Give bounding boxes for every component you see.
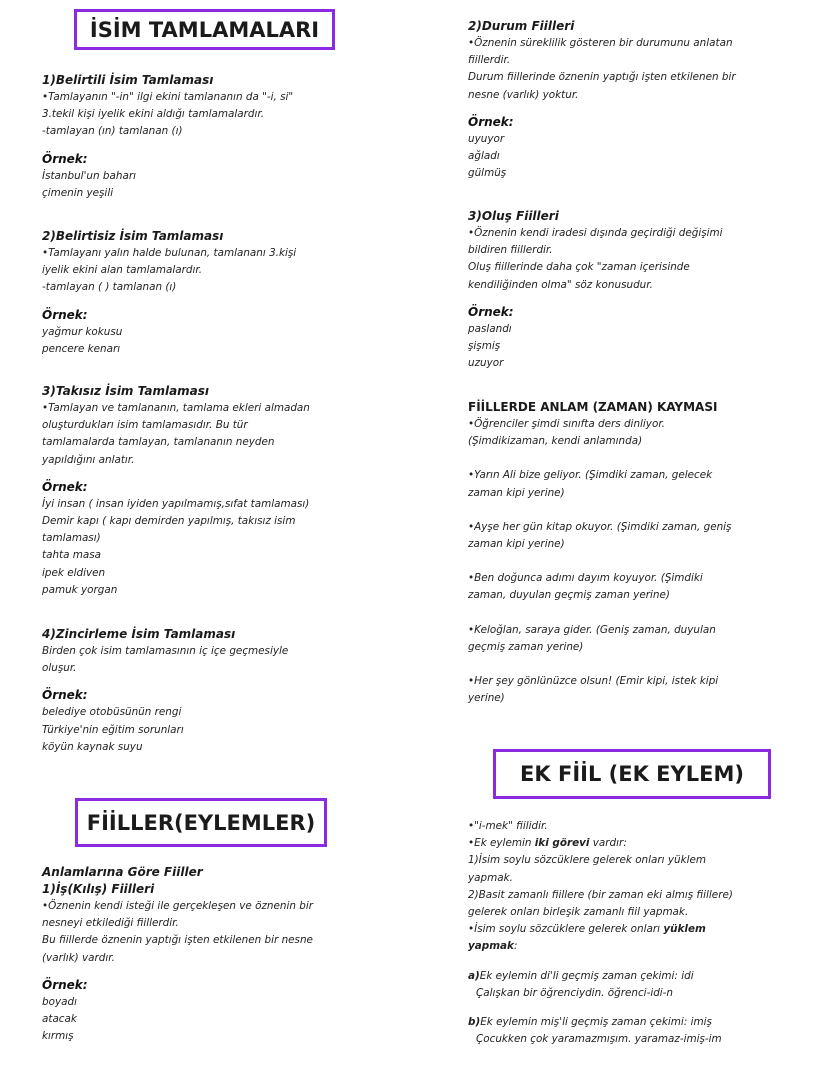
text-line: -tamlayan ( ) tamlanan (ı)	[42, 281, 177, 294]
example-item: ipek eldiven	[42, 566, 106, 579]
item-label: b)	[468, 1016, 481, 1029]
text-run: vardır:	[589, 837, 627, 850]
text-run: Ek eylemin di'li geçmiş zaman çekimi: idi	[479, 969, 694, 982]
section-body	[42, 643, 372, 677]
example-item: tahta masa	[42, 549, 102, 562]
text-line: nesne (varlık) yoktur.	[468, 88, 579, 101]
text-line: •Öğrenciler şimdi sınıfta ders dinliyor.	[468, 418, 665, 430]
text-line: •Tamlayanın "-in" ilgi ekini tamlananın da "-i, si"	[42, 91, 294, 103]
section-body	[468, 35, 808, 104]
example-list	[42, 168, 372, 202]
text-run: :	[513, 940, 518, 953]
example-label: Örnek:	[42, 307, 88, 322]
text-line: •Öznenin süreklilik gösteren bir durumunu anlatan	[468, 37, 733, 49]
text-line: oluşturdukları isim tamlamasıdır. Bu tür	[42, 419, 248, 432]
text-line: •Tamlayanı yalın halde bulunan, tamlananı 3.kişi	[42, 247, 297, 259]
section-anlam-kaymasi	[468, 399, 808, 707]
example-item: kırmış	[42, 1030, 74, 1043]
example-label: Örnek:	[468, 114, 514, 129]
text-line: oluşur.	[42, 662, 77, 675]
example-list	[468, 321, 808, 373]
section-durum-fiilleri	[468, 18, 808, 182]
text-line	[468, 1014, 808, 1031]
example-label: Örnek:	[42, 151, 88, 166]
text-line: zaman, duyulan geçmiş zaman yerine)	[468, 589, 670, 602]
text-line: nesneyi etkilediği fiillerdir.	[42, 917, 179, 930]
example-list	[42, 994, 372, 1046]
example-item: Çocukken çok yaramazmışım. yaramaz-imiş-im	[476, 1033, 722, 1046]
text-run: •İsim soylu sözcüklere gelerek onları	[468, 923, 664, 936]
conjugation-a	[468, 968, 808, 1002]
paragraph	[468, 519, 808, 553]
text-line: zaman kipi yerine)	[468, 486, 565, 499]
section-heading: 2)Durum Fiilleri	[468, 19, 575, 33]
paragraph	[468, 673, 808, 707]
text-line: 3.tekil kişi iyelik ekini aldığı tamlamalardır.	[42, 108, 265, 121]
example-item: Çalışkan bir öğrenciydin. öğrenci-idi-n	[476, 986, 674, 999]
example-item: belediye otobüsünün rengi	[42, 706, 182, 719]
example-item: ağladı	[468, 150, 500, 163]
section-heading: 2)Belirtisiz İsim Tamlaması	[42, 229, 224, 243]
text-line: zaman kipi yerine)	[468, 538, 565, 551]
example-item: köyün kaynak suyu	[42, 740, 143, 753]
example-item: uzuyor	[468, 357, 504, 370]
text-line	[468, 938, 808, 955]
example-item: pamuk yorgan	[42, 583, 118, 596]
example-item: uyuyor	[468, 132, 505, 145]
section-heading: 3)Oluş Fiilleri	[468, 209, 559, 223]
text-line: bildiren fiillerdir.	[468, 244, 553, 257]
text-line: Bu fiillerde öznenin yaptığı işten etkilenen bir nesne	[42, 934, 313, 947]
example-item: gülmüş	[468, 167, 507, 180]
title-ek-fiil: EK FİİL (EK EYLEM)	[493, 749, 771, 799]
text-line: •Her şey gönlünüzce olsun! (Emir kipi, istek kipi	[468, 675, 719, 688]
text-line: •Ben doğunca adımı dayım koyuyor. (Şimdiki	[468, 572, 703, 585]
conjugation-b	[468, 1014, 808, 1048]
section-body	[468, 818, 808, 956]
example-item: pencere kenarı	[42, 342, 121, 355]
example-item: atacak	[42, 1013, 77, 1026]
text-line: yapıldığını anlatır.	[42, 453, 135, 466]
text-line: -tamlayan (ın) tamlanan (ı)	[42, 125, 183, 138]
section-body	[42, 245, 372, 297]
title-isim-tamlamalari: İSİM TAMLAMALARI	[74, 9, 335, 50]
emphasis-text: iki görevi	[534, 837, 590, 850]
text-line: Birden çok isim tamlamasının iç içe geçmesiyle	[42, 645, 289, 657]
title-fiiller: FİİLLER(EYLEMLER)	[75, 798, 327, 847]
section-body	[42, 89, 372, 141]
section-heading: FİİLLERDE ANLAM (ZAMAN) KAYMASI	[468, 400, 718, 414]
text-line: gelerek onları birleşik zamanlı fiil yapmak.	[468, 906, 689, 919]
example-list	[468, 131, 808, 183]
section-heading: 1)Belirtili İsim Tamlaması	[42, 73, 214, 87]
example-item: boyadı	[42, 995, 77, 1008]
text-run: Ek eylemin miş'li geçmiş zaman çekimi: imiş	[480, 1016, 712, 1029]
item-label: a)	[468, 969, 480, 982]
example-item: Türkiye'nin eğitim sorunları	[42, 723, 184, 736]
section-belirtili	[42, 72, 372, 202]
text-line: (varlık) vardır.	[42, 951, 115, 964]
text-line: iyelik ekini alan tamlamalardır.	[42, 264, 203, 277]
text-line: •Tamlayan ve tamlananın, tamlama ekleri almadan	[42, 402, 310, 414]
emphasis-text: yüklem	[663, 923, 706, 936]
example-item: Demir kapı ( kapı demirden yapılmış, takısız isim	[42, 515, 296, 528]
text-line: yapmak.	[468, 871, 513, 884]
text-line: 2)Basit zamanlı fiillere (bir zaman eki almış fiillere)	[468, 888, 733, 901]
example-item: paslandı	[468, 322, 512, 335]
emphasis-text: yapmak	[468, 940, 514, 953]
text-line: •Yarın Ali bize geliyor. (Şimdiki zaman, gelecek	[468, 469, 713, 482]
paragraph	[468, 622, 808, 656]
section-heading: 4)Zincirleme İsim Tamlaması	[42, 627, 236, 641]
text-line: •Öznenin kendi iradesi dışında geçirdiği değişimi	[468, 227, 723, 239]
text-line: 1)İsim soylu sözcüklere gelerek onları yüklem	[468, 854, 707, 867]
text-line	[468, 968, 808, 985]
text-line: geçmiş zaman yerine)	[468, 640, 584, 653]
text-line: tamlamalarda tamlayan, tamlananın neyden	[42, 436, 275, 449]
section-ek-fiil	[468, 818, 808, 1048]
text-line: •"i-mek" fiilidir.	[468, 820, 548, 832]
example-label: Örnek:	[468, 304, 514, 319]
text-run: •Ek eylemin	[468, 837, 535, 850]
text-line: fiillerdir.	[468, 54, 511, 67]
example-item: yağmur kokusu	[42, 325, 123, 338]
section-belirtisiz	[42, 228, 372, 358]
section-subheading: 1)İş(Kılış) Fiilleri	[42, 882, 155, 896]
example-list	[42, 324, 372, 358]
text-line: •Öznenin kendi isteği ile gerçekleşen ve öznenin bir	[42, 900, 314, 912]
example-item: tamlaması)	[42, 532, 101, 545]
section-body	[468, 225, 808, 294]
text-line: Oluş fiillerinde daha çok "zaman içerisinde	[468, 261, 690, 274]
section-is-fiilleri	[42, 864, 372, 1045]
section-heading: 3)Takısız İsim Tamlaması	[42, 384, 210, 398]
example-list	[42, 704, 372, 756]
section-takisiz	[42, 383, 372, 599]
section-olus-fiilleri	[468, 208, 808, 372]
example-label: Örnek:	[42, 479, 88, 494]
example-label: Örnek:	[42, 977, 88, 992]
example-item: çimenin yeşili	[42, 186, 114, 199]
example-item: şişmiş	[468, 340, 501, 353]
example-label: Örnek:	[42, 688, 88, 703]
text-line: Durum fiillerinde öznenin yaptığı işten etkilenen bir	[468, 71, 736, 84]
text-line: •Keloğlan, saraya gider. (Geniş zaman, duyulan	[468, 623, 716, 636]
text-line: kendiliğinden olma" söz konusudur.	[468, 278, 653, 291]
section-heading: Anlamlarına Göre Fiiller	[42, 865, 203, 879]
section-zincirleme	[42, 626, 372, 756]
text-line: (Şimdikizaman, kendi anlamında)	[468, 435, 643, 448]
paragraph	[468, 467, 808, 501]
section-body	[42, 400, 372, 469]
text-line: •Ayşe her gün kitap okuyor. (Şimdiki zaman, geniş	[468, 520, 732, 533]
example-list	[42, 496, 372, 599]
section-body	[42, 898, 372, 967]
text-line: yerine)	[468, 692, 505, 705]
text-line	[468, 835, 808, 852]
example-item: İstanbul'un baharı	[42, 169, 136, 182]
example-item: İyi insan ( insan iyiden yapılmamış,sıfat tamlaması)	[42, 497, 310, 510]
text-line	[468, 921, 808, 938]
paragraph	[468, 570, 808, 604]
paragraph	[468, 416, 808, 450]
